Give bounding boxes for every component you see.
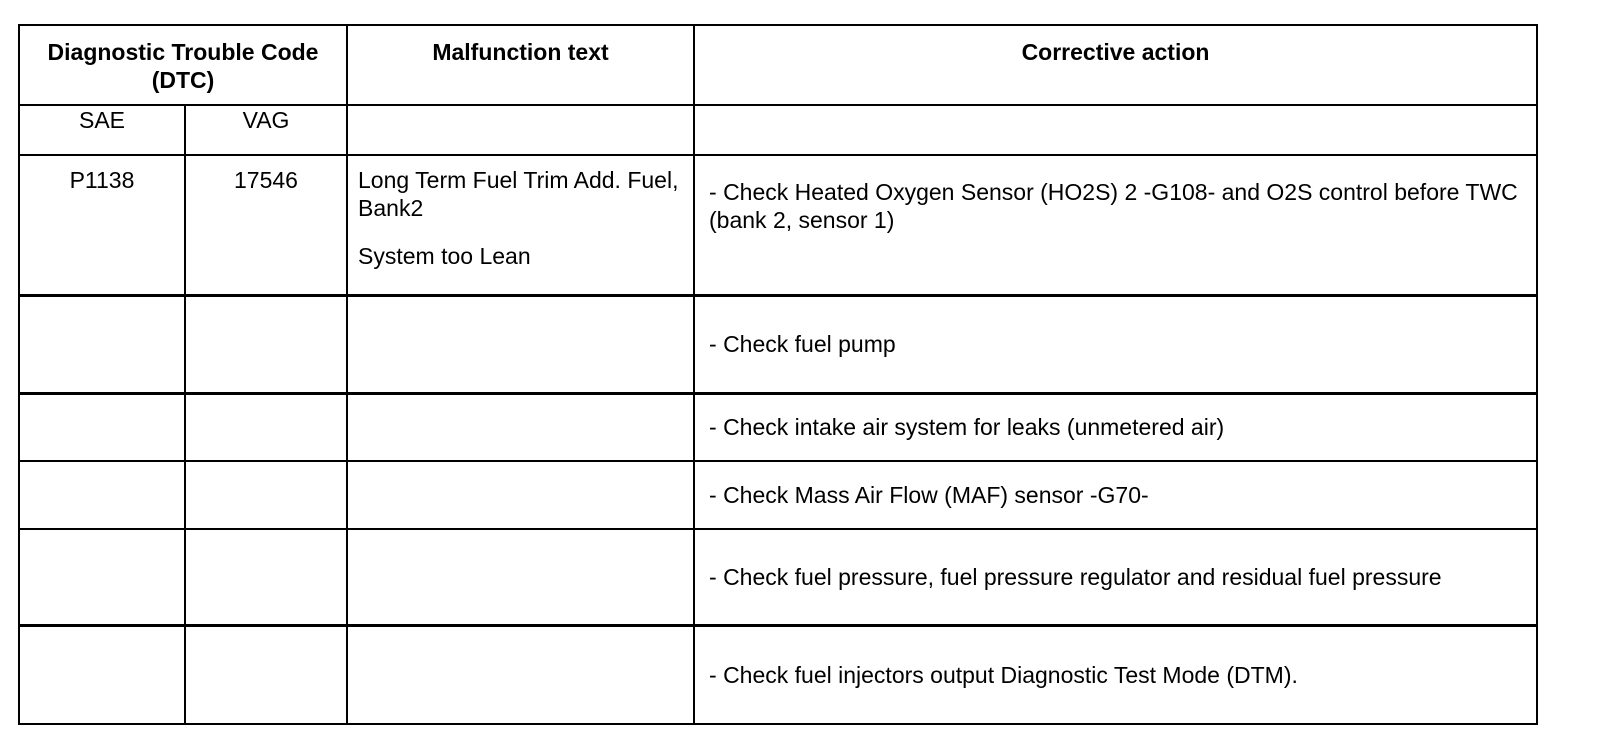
header-malfunction-text: Malfunction text <box>347 25 694 105</box>
empty-cell <box>347 295 694 393</box>
empty-cell <box>185 295 347 393</box>
empty-cell <box>19 625 185 724</box>
empty-cell <box>185 461 347 529</box>
corrective-action: - Check Mass Air Flow (MAF) sensor -G70- <box>694 461 1537 529</box>
subheader-sae: SAE <box>19 105 185 155</box>
empty-cell <box>19 529 185 625</box>
table-row <box>19 295 1537 393</box>
corrective-action: - Check fuel pressure, fuel pressure regulator and residual fuel pressure <box>694 529 1537 625</box>
empty-cell <box>19 461 185 529</box>
empty-cell <box>19 295 185 393</box>
subheader-empty <box>347 105 694 155</box>
subheader-row <box>19 105 1537 155</box>
corrective-action: - Check fuel injectors output Diagnostic Test Mode (DTM). <box>694 625 1537 724</box>
table-row <box>19 529 1537 625</box>
subheader-empty <box>694 105 1537 155</box>
empty-cell <box>347 529 694 625</box>
sae-code: P1138 <box>19 155 185 295</box>
table-row <box>19 393 1537 461</box>
empty-cell <box>185 529 347 625</box>
malfunction-line: System too Lean <box>358 243 531 270</box>
empty-cell <box>19 393 185 461</box>
vag-code: 17546 <box>185 155 347 295</box>
table-row <box>19 461 1537 529</box>
empty-cell <box>185 625 347 724</box>
header-row <box>19 25 1537 105</box>
malfunction-text <box>347 155 694 295</box>
empty-cell <box>347 461 694 529</box>
corrective-action: - Check fuel pump <box>694 295 1537 393</box>
empty-cell <box>185 393 347 461</box>
table-row <box>19 155 1537 295</box>
dtc-table <box>18 24 1538 725</box>
subheader-vag: VAG <box>185 105 347 155</box>
table-row <box>19 625 1537 724</box>
corrective-action: - Check Heated Oxygen Sensor (HO2S) 2 -G108- and O2S control before TWC (bank 2, sensor 1) <box>694 155 1537 295</box>
header-dtc: Diagnostic Trouble Code (DTC) <box>19 25 347 105</box>
malfunction-line: Long Term Fuel Trim Add. Fuel, Bank2 <box>358 167 679 222</box>
corrective-action: - Check intake air system for leaks (unmetered air) <box>694 393 1537 461</box>
empty-cell <box>347 625 694 724</box>
header-corrective-action: Corrective action <box>694 25 1537 105</box>
empty-cell <box>347 393 694 461</box>
